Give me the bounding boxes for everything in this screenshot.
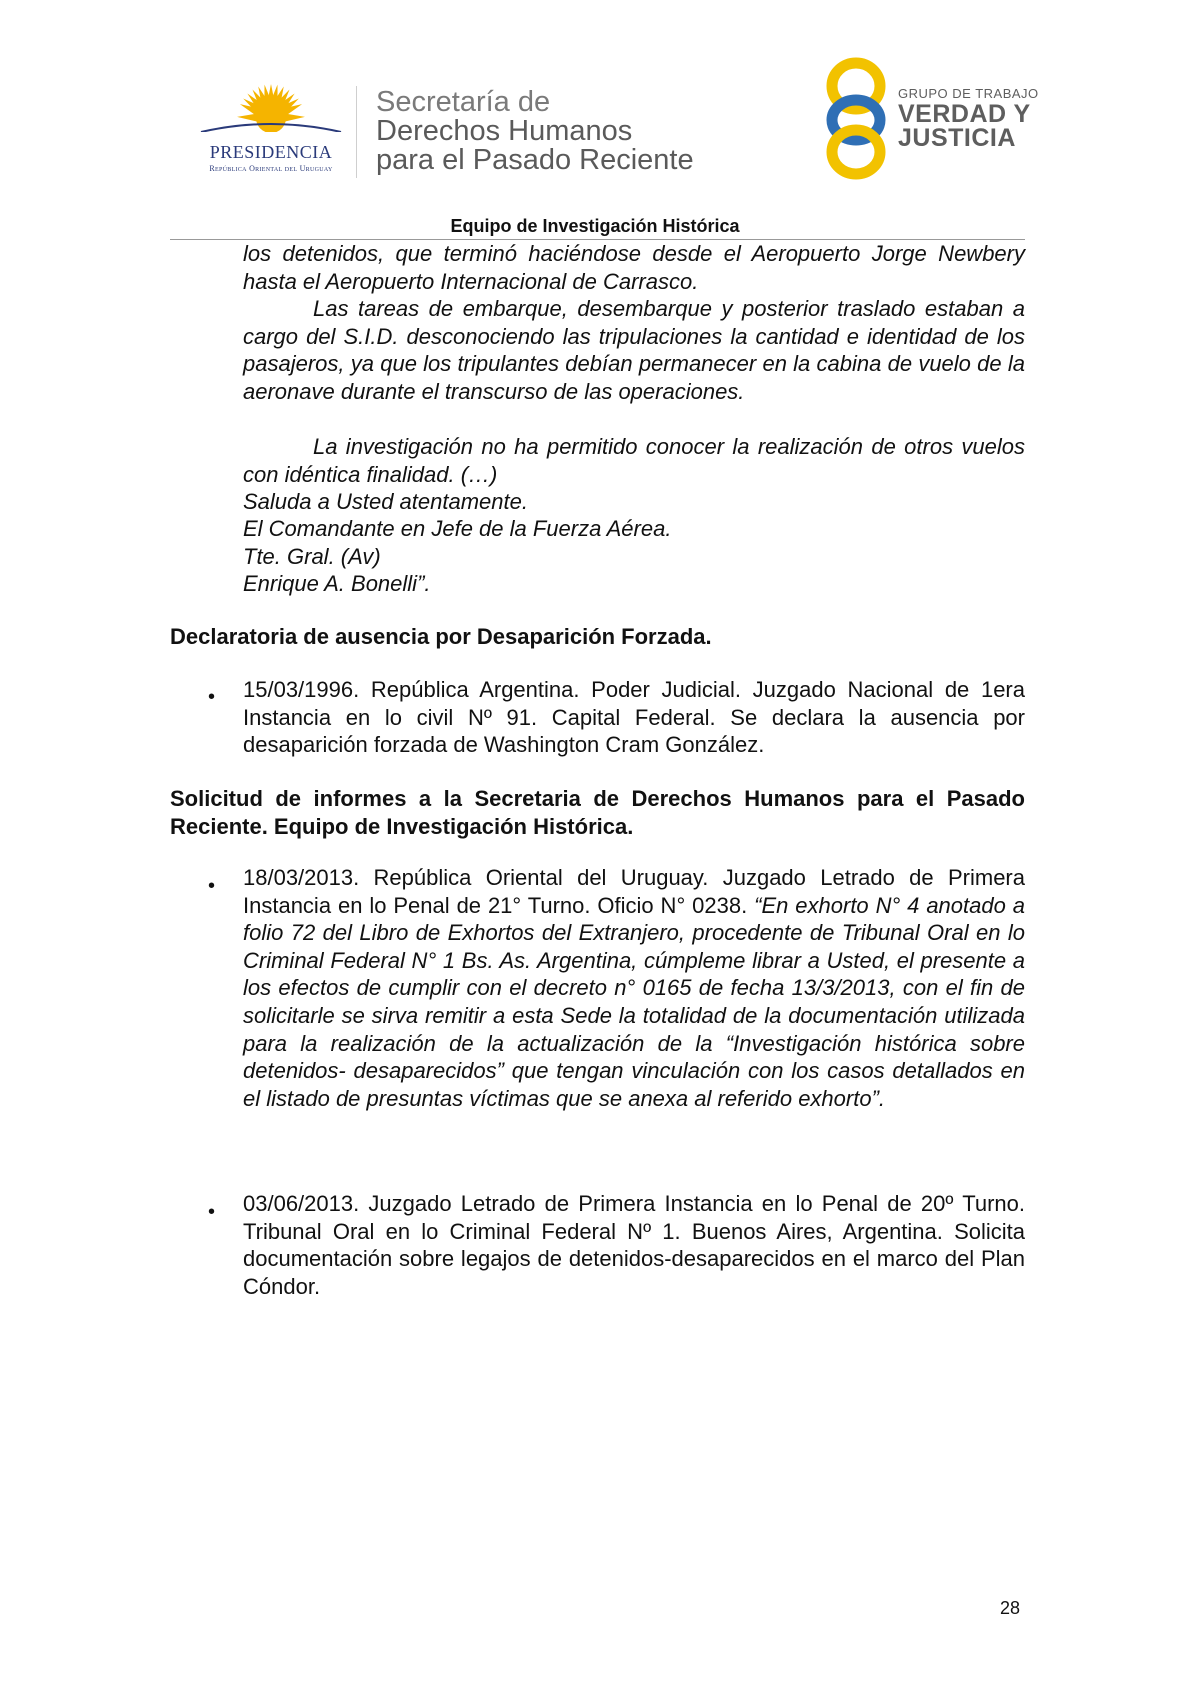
secretaria-line-1: Secretaría de [376,86,551,118]
team-title: Equipo de Investigación Histórica [450,216,740,236]
list-item-quote: “En exhorto N° 4 anotado a folio 72 del Libro de Exhortos del Extranjero, procedente de Tribunal Oral en lo Criminal Federal N° 1 Bs. As. Argentina, cúmpleme librar a Usted, el presente a los efectos de cumplir con el decreto n° 0165 de fecha 13/3/2013, con el fin de solicitarle se sirva remitir a esta Sede la totalidad de la documentación utilizada para la realización de la actualización de la “Investigación histórica sobre detenidos- desaparecidos” que tengan vinculación con los casos detallados en el listado de presuntas víctimas que se anexa al referido exhorto”. [243,892,1025,1111]
quote-closing-4: Enrique A. Bonelli”. [243,571,431,596]
page-number: 28 [1000,1598,1021,1618]
list-item-text: 18/03/2013. República Oriental del Uruguay. Juzgado Letrado de Primera Instancia en lo Penal de 21° Turno. Oficio N° 0238. [243,865,1025,918]
list-item: 03/06/2013. Juzgado Letrado de Primera Instancia en lo Penal de 20º Turno. Tribunal Oral en lo Criminal Federal Nº 1. Buenos Aires, Argentina. Solicita documentación sobre legajos de detenidos-desaparecidos en el marco del Plan Cóndor. [243,1191,1025,1299]
header-divider [356,86,357,178]
quote-paragraph-2: Las tareas de embarque, desembarque y posterior traslado estaban a cargo del S.I.D. desconociendo las tripulaciones la cantidad e identidad de los pasajeros, ya que los tripulantes debían permanecer en la cabina de vuelo de la aeronave durante el transcurso de las operaciones. [243,296,1025,404]
quote-paragraph-3: La investigación no ha permitido conocer la realización de otros vuelos con idéntica finalidad. (…) [243,434,1025,487]
list-item [243,864,1025,1112]
bullet-icon: • [208,686,216,708]
presidencia-logo [196,82,356,178]
presidencia-subtitle: República Oriental del Uruguay [209,164,333,173]
section-heading-declaratoria: Declaratoria de ausencia por Desaparición Forzada. [170,624,712,649]
presidencia-name: PRESIDENCIA [209,142,333,162]
secretaria-title [376,88,694,175]
gtvj-small-label: GRUPO DE TRABAJO [898,86,1039,101]
quote-paragraph-1: los detenidos, que terminó haciéndose desde el Aeropuerto Jorge Newbery hasta el Aeropuerto Internacional de Carrasco. [243,241,1025,294]
sun-emblem-icon [196,82,346,144]
verdad-justicia-logo [822,56,1039,180]
gtvj-line-1: VERDAD Y [898,100,1031,128]
rings-emblem-icon [822,56,896,180]
section-heading-solicitud: Solicitud de informes a la Secretaria de Derechos Humanos para el Pasado Reciente. Equipo de Investigación Histórica. [170,786,1025,839]
quote-closing-3: Tte. Gral. (Av) [243,544,381,569]
quote-closing-1: Saluda a Usted atentamente. [243,489,528,514]
secretaria-line-3: para el Pasado Reciente [376,144,694,176]
secretaria-line-2: Derechos Humanos [376,115,633,147]
gtvj-line-2: JUSTICIA [898,124,1016,152]
bullet-icon: • [208,1201,216,1223]
list-item: 15/03/1996. República Argentina. Poder Judicial. Juzgado Nacional de 1era Instancia en lo civil Nº 91. Capital Federal. Se declara la ausencia por desaparición forzada de Washington Cram González. [243,677,1025,758]
quote-closing-2: El Comandante en Jefe de la Fuerza Aérea. [243,516,672,541]
bullet-icon: • [208,875,216,897]
